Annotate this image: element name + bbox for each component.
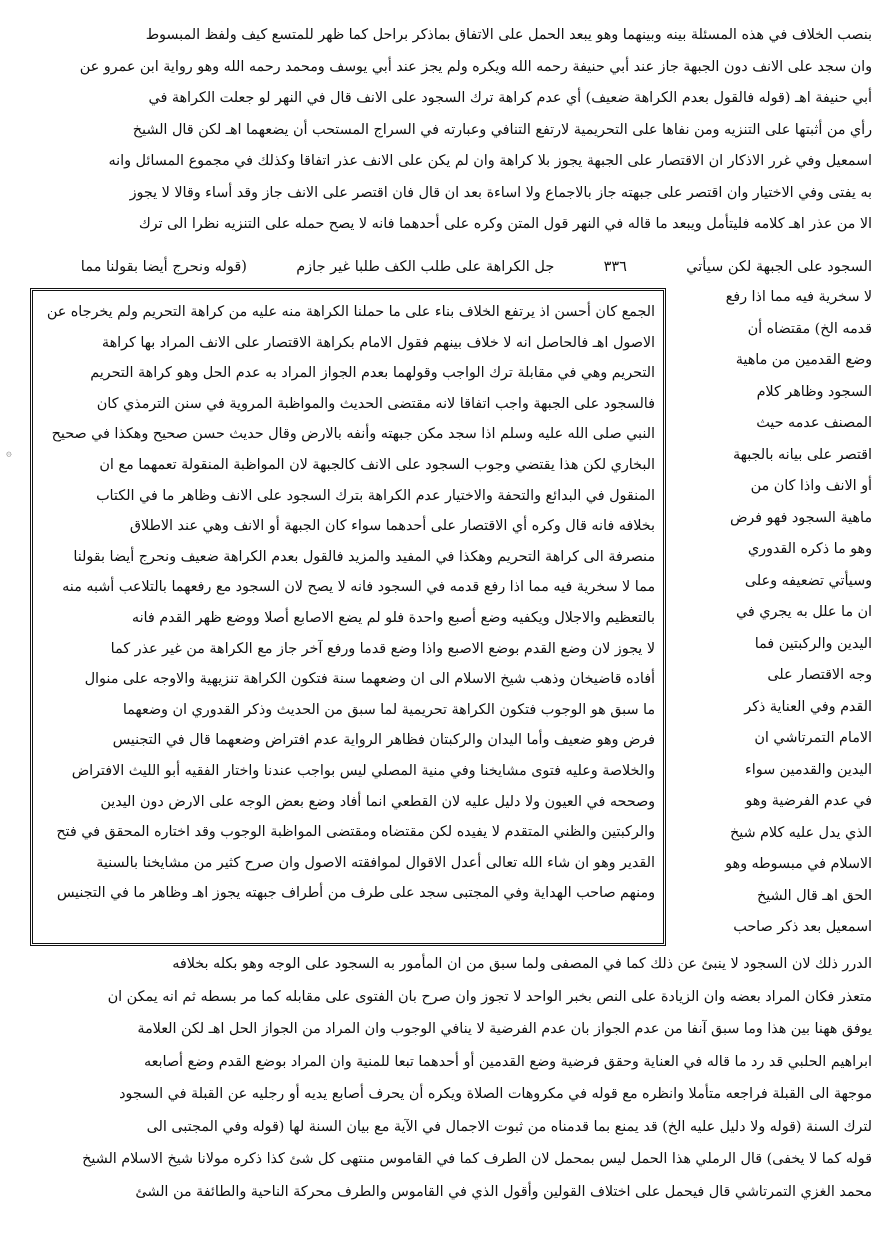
frame-line: منصرفة الى كراهة التحريم وهكذا في المفيد والمزيد فالقول بعدم الكراهة ضعيف ونحرج أيضا بقولنا	[73, 548, 655, 565]
side-line: وسيأتي تضعيفه وعلى	[744, 572, 872, 589]
side-line: ان ما علل به يجري في	[736, 604, 872, 620]
frame-line: مما لا سخرية فيه مما اذا رفع قدمه في السجود فانه لا يصح لان السجود مع رفعهما بالتلاعب أشبه منه	[62, 579, 655, 596]
side-line: الامام التمرتاشي ان	[754, 730, 872, 746]
text-line: به يفتى وفي الاختيار وان اقتصر على جبهته جاز بالاجماع ولا اساءة بعد ان قال فان اقتصر على الانف جاز وقد أساء وقالا لا يجوز	[129, 184, 872, 201]
frame-line: الاصول اهـ فالحاصل انه لا خلاف بينهم فقول الامام بكراهة الاقتصار على الانف المراد بها كراهة	[101, 334, 655, 351]
frame-line: بالتعظيم والاجلال ويكفيه وضع أصبع واحدة فلو لم يضع الاصابع أصلا ووضع ظهر القدم فانه	[131, 609, 655, 626]
side-line: اسمعيل بعد ذكر صاحب	[733, 919, 872, 935]
frame-line: النبي صلى الله عليه وسلم اذا سجد مكن جبهته وأنفه بالارض وقال حديث حسن صحيح وهكذا في صحيح	[51, 426, 655, 443]
side-line: المصنف عدمه حيث	[756, 415, 872, 431]
text-line: بنصب الخلاف في هذه المسئلة بينه وبينهما وهو يبعد الحمل على الاتفاق بماذكر براحل كما ظهر للمتسع كيف ولفظ المبسوط	[145, 27, 872, 43]
header-right-text: السجود على الجبهة لكن سيأتي	[686, 259, 872, 275]
header-left-text: (قوله ونحرج أيضا بقولنا مما	[80, 259, 247, 275]
frame-line: والركبتين والظني المتقدم لا يفيده لكن مقتضاه ومقتضى المواظبة الوجوب وقد اختاره المحقق في فتح	[56, 824, 655, 841]
side-line: السجود وظاهر كلام	[756, 383, 872, 400]
main-text-body	[43, 297, 655, 909]
frame-line: الجمع كان أحسن اذ يرتفع الخلاف بناء على ما حملنا الكراهة منه عليه من كراهة التحريم ولم يخرجاه عن	[46, 304, 655, 320]
frame-line: ومنهم صاحب الهداية وفي المجتبى سجد على طرف من أطراف جبهته يجوز اهـ وظاهر ما في التجنيس	[56, 885, 655, 902]
side-line: القدم وفي العناية ذكر	[744, 698, 872, 715]
page-number: ٣٣٦	[603, 259, 627, 275]
frame-line: والخلاصة وعليه فتوى مشايخنا وفي منية المصلي ليس بواجب عندنا واختار الفقيه أبو الليث الافتراض	[71, 762, 655, 779]
frame-line: وصححه في العيون ولا دليل عليه لان القطعي انما أفاد وضع بعض الوجه على الارض دون اليدين	[100, 793, 655, 810]
frame-line: المنقول في البدائع والتحفة والاختيار عدم الكراهة بترك السجود على الانف وظاهر ما في الكتاب	[96, 487, 655, 504]
side-column	[672, 282, 872, 944]
frame-line: فالسجود على الجبهة واجب اتفاقا لانه مقتضى الحديث والمواظبة المروية في سنن الترمذي كان	[96, 395, 655, 412]
text-line: الدرر ذلك لان السجود لا ينبئ عن ذلك كما في المصفى ولما سبق من ان المأمور به السجود على الوجه وهو بكله بخلافه	[172, 956, 872, 972]
frame-line: فرض وهو ضعيف وأما اليدان والركبتان فظاهر الرواية عدم افتراض وضعهما قال في التجنيس	[112, 732, 655, 749]
frame-line: القدير وهو ان شاء الله تعالى أعدل الاقوال لموافقته الاصول وان صرح كثير من مشايخنا بالسنية	[96, 854, 655, 871]
side-line: قدمه الخ) مقتضاه أن	[747, 320, 872, 337]
side-line: اليدين والقدمين سواء	[745, 761, 872, 778]
side-line: اليدين والركبتين فما	[754, 635, 872, 652]
side-line: أو الانف واذا كان من	[750, 478, 872, 494]
running-header	[32, 252, 872, 282]
text-line: لترك السنة (قوله ولا دليل عليه الخ) قد يمنع بما قدمناه من ثبوت الاجمال في الآية مع بيان السنة لها (قوله وفي المجتبى الى	[146, 1118, 872, 1135]
frame-line: لا يجوز لان وضع القدم بوضع الاصبع واذا وضع قدما ورفع آخر جاز مع الكراهة من غير عذر كما	[110, 640, 655, 657]
side-line: ماهية السجود فهو فرض	[729, 509, 872, 526]
text-line: متعذر فكان المراد بعضه وان الزيادة على النص بخبر الواحد لا تجوز وان صرح بان الفتوى على مقابله كما مر بسطه ثم انه يمكن ان	[107, 988, 872, 1005]
header-title: جل الكراهة على طلب الكف طلبا غير جازم	[296, 259, 555, 275]
side-line: اقتصر على بيانه بالجبهة	[732, 446, 872, 463]
text-line: أبي حنيفة اهـ (قوله فالقول بعدم الكراهة ضعيف) أي عدم كراهة ترك السجود على الانف قال في النهر لو جعلت الكراهة في	[148, 90, 872, 106]
text-line: اسمعيل وفي غرر الاذكار ان الاقتصار على الجبهة يجوز بلا كراهة وان لم يكن على الانف عذر اتفاقا وكذلك في مجموع المسائل وانه	[108, 153, 872, 169]
side-line: الحق اهـ قال الشيخ	[756, 887, 872, 904]
side-line: الذي يدل عليه كلام شيخ	[729, 824, 872, 841]
main-text-frame	[30, 288, 666, 946]
top-text-block	[32, 20, 872, 241]
margin-mark: ۞	[6, 448, 12, 459]
side-line: وضع القدمين من ماهية	[735, 352, 872, 368]
text-line: محمد الغزي التمرتاشي قال فيحمل على اختلاف القولين وأقول الذي في القاموس والطرف محركة الناحية والطائفة من الشئ	[135, 1183, 872, 1200]
side-line: في عدم الفرضية وهو	[745, 793, 872, 809]
side-line: وجه الاقتصار على	[767, 667, 872, 683]
text-line: موجهة الى القبلة فراجعه متأملا وانظره مع قوله في مكروهات الصلاة ويكره أن يحرف أصابع يديه أو رجليه عن القبلة في السجود	[119, 1086, 872, 1102]
side-line: الاسلام في مبسوطه وهو	[725, 856, 872, 872]
text-line: وان سجد على الانف دون الجبهة جاز عند أبي حنيفة رحمه الله ويكره ولم يجز عند أبي يوسف ومحمد رحمه الله وهو رواية ابن عمرو عن	[79, 58, 872, 75]
frame-line: البخاري لكن هذا يقتضي وجوب السجود على الانف كالجبهة لان المواظبة المنقولة تعمهما مع ان	[99, 456, 655, 473]
frame-line: التحريم وهي في مقابلة ترك الواجب وقولهما بعدم الجواز المراد به عدم الحل وهو كراهة التحريم	[90, 365, 655, 382]
text-line: ابراهيم الحلبي قد رد ما قاله في العناية وحقق فرضية وضع القدمين أو أحدهما تبعا للمنية وان المراد بوضع القدم وضع أصابعه	[143, 1053, 872, 1070]
text-line: يوفق ههنا بين هذا وما سبق آنفا من عدم الجواز بان عدم الفرضية لا ينافي الوجوب وان المراد من الجواز الحل اهـ لكن العلامة	[137, 1021, 872, 1037]
text-line: رأي من أثبتها على التنزيه ومن نفاها على التحريمية لارتفع التنافي وعبارته في السراج المستحب أن يضعهما اهـ لكن قال الشيخ	[132, 121, 872, 138]
side-line: لا سخرية فيه مما اذا رفع	[725, 289, 872, 305]
side-line: وهو ما ذكره القدوري	[747, 541, 872, 557]
frame-line: بخلافه فانه قال وكره أي الاقتصار على أحدهما سواء كان الجبهة أو الانف وهي عند الاطلاق	[129, 518, 655, 535]
text-line: قوله كما لا يخفى) قال الرملي هذا الحمل ليس بمحمل لان الطرف كما في القاموس منتهى كل شئ كذا ذكره مولانا شيخ الاسلام الشيخ	[82, 1151, 872, 1167]
bottom-text-block	[32, 948, 872, 1208]
frame-line: أفاده قاضيخان وذهب شيخ الاسلام الى ان وضعهما سنة فتكون الكراهة تنزيهية والاوجه على منوال	[84, 671, 655, 688]
text-line: الا من عذر اهـ كلامه فليتأمل ويبعد ما قاله في النهر قول المتن وكره على أحدهما فانه لا يصح حمله على التنزيه نظرا الى ترك	[138, 216, 872, 232]
frame-line: ما سبق هو الوجوب فتكون الكراهة تحريمية لما سبق من الحديث وذكر القدوري ان وضعهما	[122, 701, 655, 718]
